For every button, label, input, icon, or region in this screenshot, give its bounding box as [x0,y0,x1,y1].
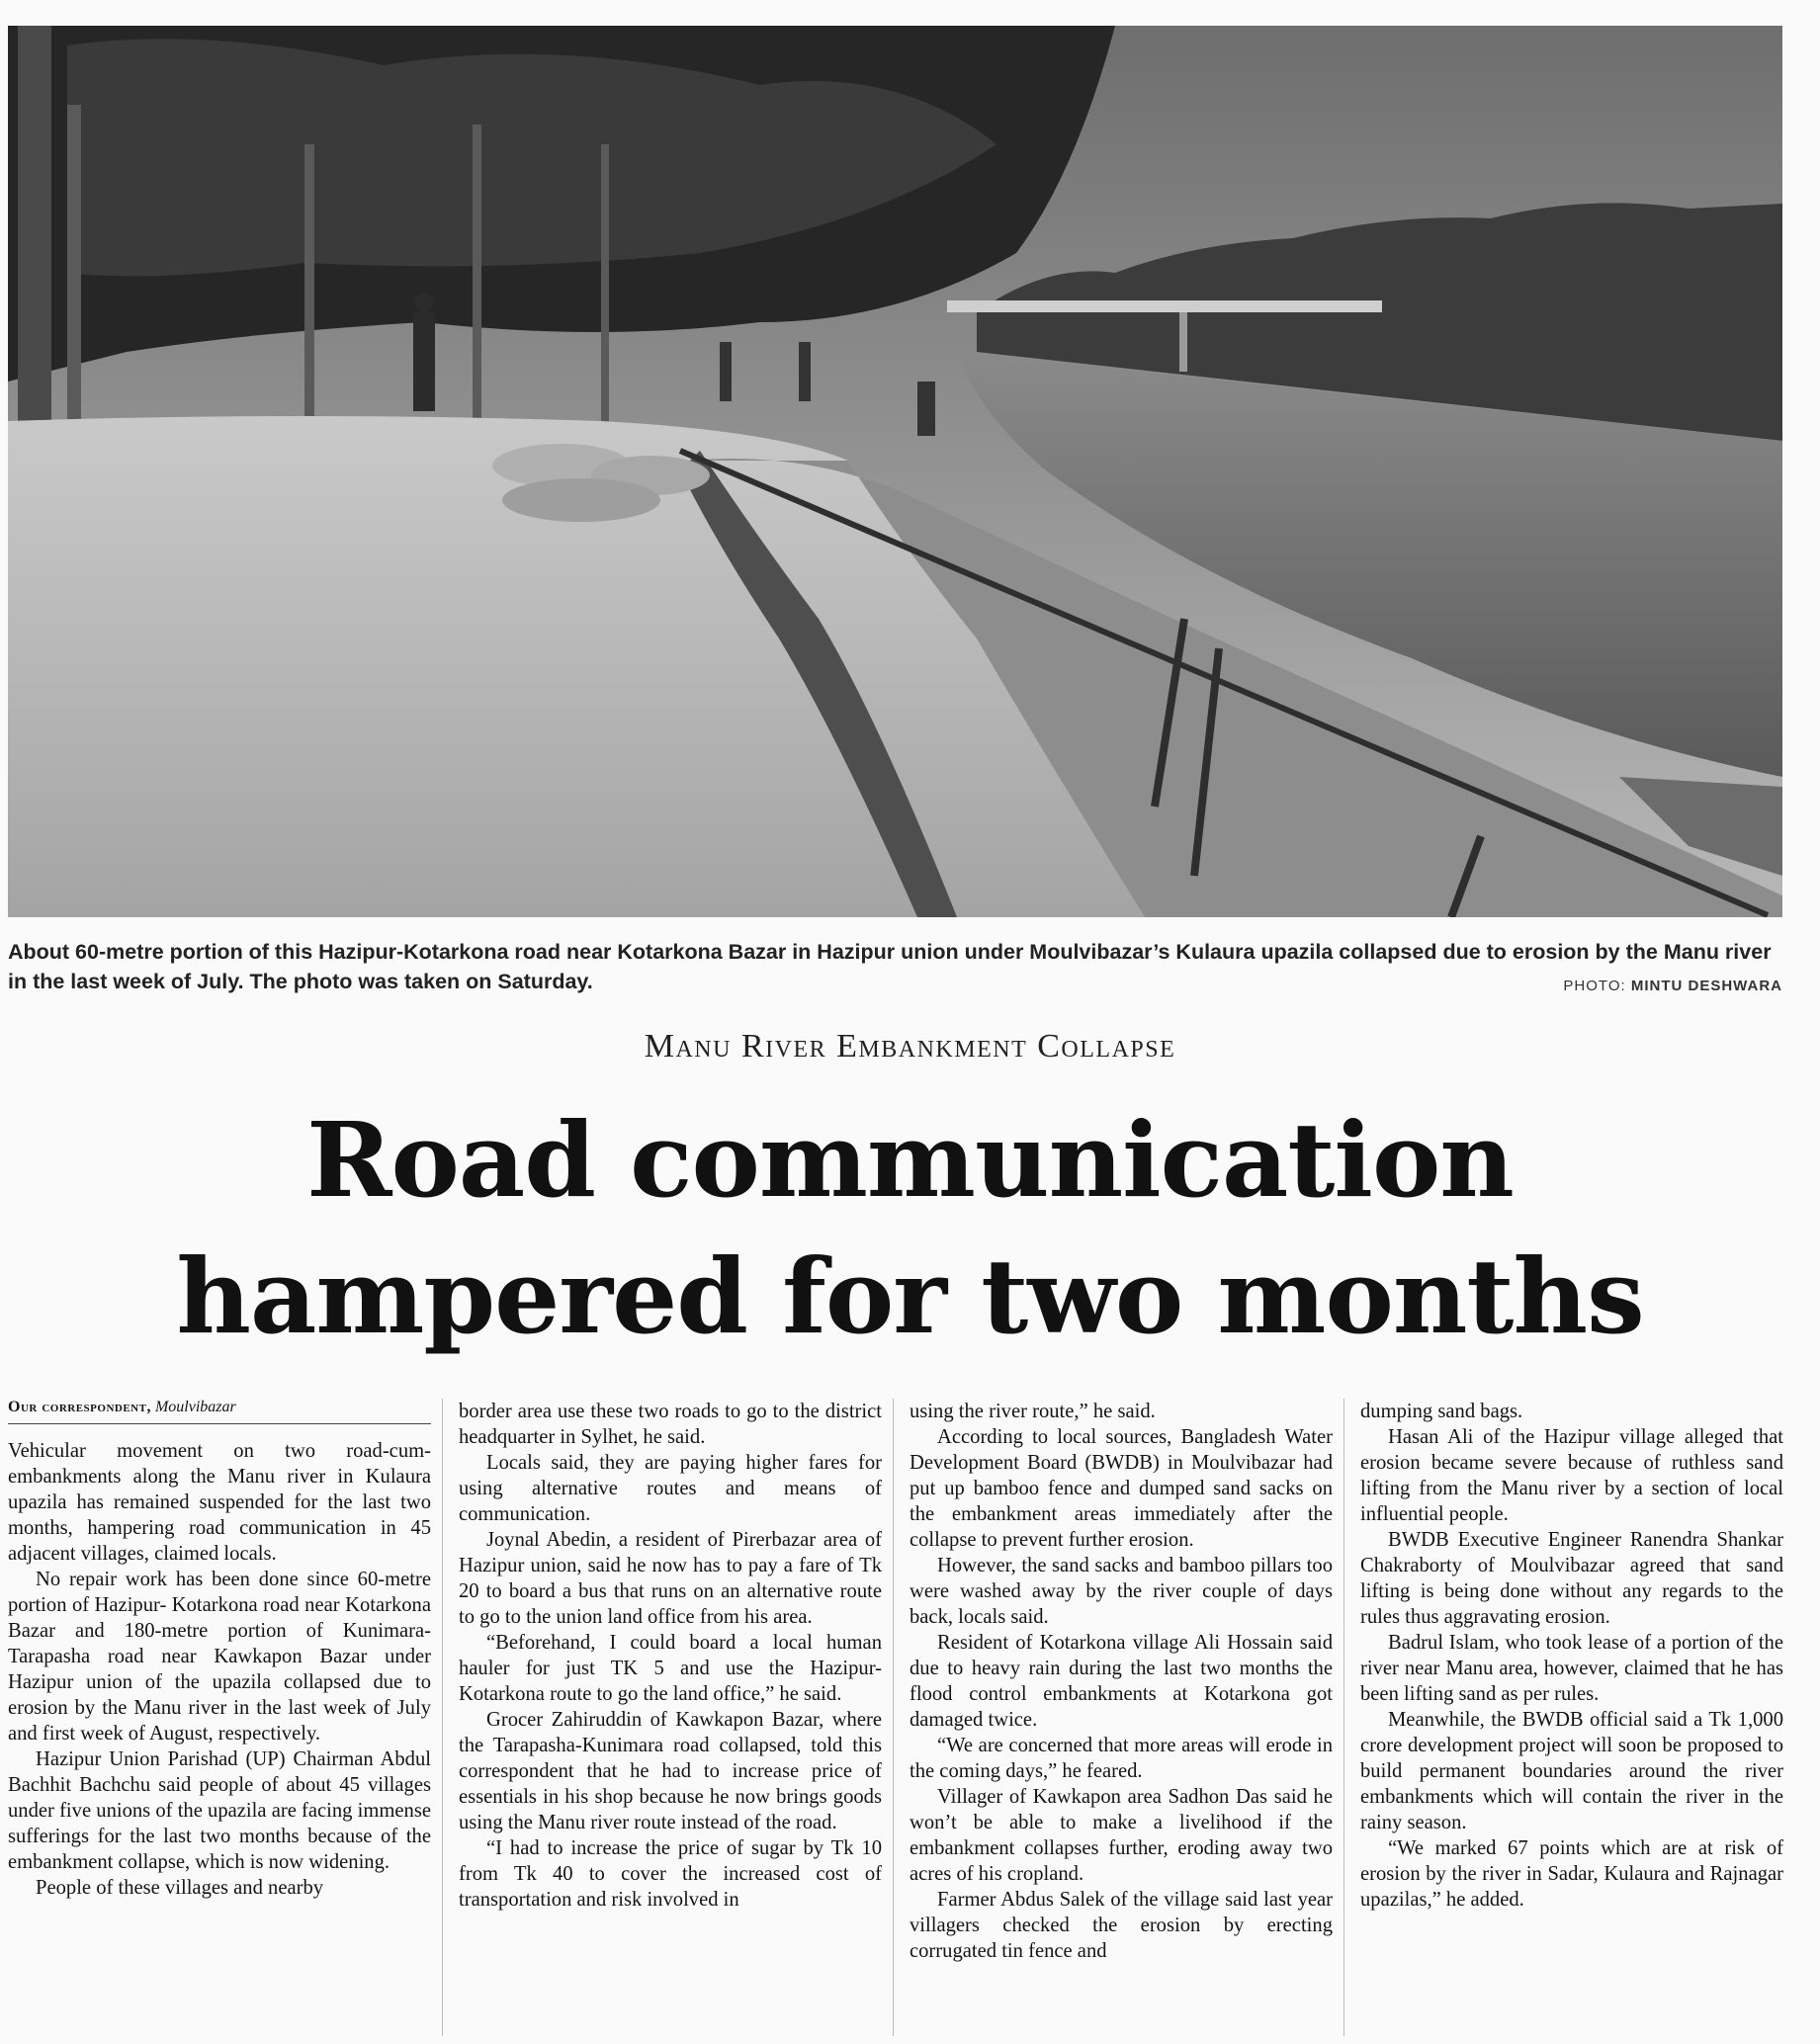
paragraph: dumping sand bags. [1360,1401,1523,1422]
column-divider [893,1399,894,2036]
paragraph: “I had to increase the price of sugar by Tk 10 from Tk 40 to cover the increased cost of transportation and risk involved in [459,1837,882,1911]
column-divider [442,1399,443,2036]
byline-role: Our correspondent, [8,1399,151,1415]
photo-credit [1563,978,1782,994]
paragraph: border area use these two roads to go to the district headquarter in Sylhet, he said. [459,1401,882,1448]
paragraph: BWDB Executive Engineer Ranendra Shankar Chakraborty of Moulvibazar agreed that sand lifting is being done without any regards to the rules thus aggravating erosion. [1360,1529,1783,1628]
paragraph: Hasan Ali of the Hazipur village alleged that erosion became severe because of ruthless sand lifting from the Manu river by a section of local influential people. [1360,1426,1783,1525]
article-photo [8,26,1782,917]
headline-line-2: hampered for two months [176,1235,1644,1357]
paragraph: Farmer Abdus Salek of the village said last year villagers checked the erosion by erecting corrugated tin fence and [910,1889,1333,1962]
paragraph: using the river route,” he said. [910,1401,1156,1422]
paragraph: No repair work has been done since 60-metre portion of Hazipur- Kotarkona road near Kotarkona Bazar and 180-metre portion of Kunimara-Tarapasha road near Kawkapon Bazar under Hazipur union of the upazila collapsed due to erosion by the Manu river in the last week of July and first week of August, respectively. [8,1569,431,1745]
headline-line-1: Road communication [306,1099,1514,1221]
paragraph: Grocer Zahiruddin of Kawkapon Bazar, where the Tarapasha-Kunimara road collapsed, told this correspondent that he had to increase price of essentials in his shop because he now brings goods using the Manu river route instead of the road. [459,1709,882,1833]
article-kicker: Manu River Embankment Collapse [644,1028,1176,1065]
paragraph: However, the sand sacks and bamboo pillars too were washed away by the river couple of days back, locals said. [910,1555,1333,1628]
paragraph: According to local sources, Bangladesh Water Development Board (BWDB) in Moulvibazar had put up bamboo fence and dumped sand sacks on the embankment areas immediately after the collapse to prevent further erosion. [910,1426,1333,1551]
riverbank-photo-icon [8,26,1782,917]
article-column-1 [8,1438,431,1901]
column-divider [1343,1399,1344,2036]
paragraph: Resident of Kotarkona village Ali Hossain said due to heavy rain during the last two months the flood control embankments at Kotarkona got damaged twice. [910,1632,1333,1731]
article-column-2 [459,1399,882,1913]
paragraph: Hazipur Union Parishad (UP) Chairman Abdul Bachhit Bachchu said people of about 45 villages under five unions of the upazila are facing immense sufferings for the last two months because of the embankment collapse, which is now widening. [8,1748,431,1873]
paragraph: People of these villages and nearby [36,1877,324,1899]
paragraph: Villager of Kawkapon area Sadhon Das said he won’t be able to make a livelihood if the embankment collapses further, eroding away two acres of his cropland. [910,1786,1333,1885]
paragraph: Vehicular movement on two road-cum-embankments along the Manu river in Kulaura upazila has remained suspended for the last two months, hampering road communication in 45 adjacent villages, claimed locals. [8,1440,431,1565]
paragraph: “We marked 67 points which are at risk of erosion by the river in Sadar, Kulaura and Rajnagar upazilas,” he added. [1360,1837,1783,1911]
paragraph: Locals said, they are paying higher fares for using alternative routes and means of communication. [459,1452,882,1525]
paragraph: Joynal Abedin, a resident of Pirerbazar area of Hazipur union, said he now has to pay a fare of Tk 20 to board a bus that runs on an alternative route to go to the union land office from his area. [459,1529,882,1628]
photo-credit-name: MINTU DESHWARA [1630,978,1782,994]
article-column-4 [1360,1399,1783,1913]
byline [8,1399,431,1424]
paragraph: Meanwhile, the BWDB official said a Tk 1,000 crore development project will soon be proposed to build permanent boundaries around the river embankments which will contain the river in the rainy season. [1360,1709,1783,1833]
paragraph: “We are concerned that more areas will erode in the coming days,” he feared. [910,1735,1333,1782]
paragraph: “Beforehand, I could board a local human hauler for just TK 5 and use the Hazipur- Kotarkona route to go the land office,” he said. [459,1632,882,1705]
article-headline [0,1092,1820,1365]
article-column-3 [910,1399,1333,1964]
photo-credit-label: PHOTO: [1563,978,1626,994]
photo-caption: About 60-metre portion of this Hazipur-Kotarkona road near Kotarkona Bazar in Hazipur union under Moulvibazar’s Kulaura upazila collapsed due to erosion by the Manu river in the last week of July. The photo was taken on Saturday. [8,940,1772,993]
paragraph: Badrul Islam, who took lease of a portion of the river near Manu area, however, claimed that he has been lifting sand as per rules. [1360,1632,1783,1705]
byline-place: Moulvibazar [154,1399,236,1415]
